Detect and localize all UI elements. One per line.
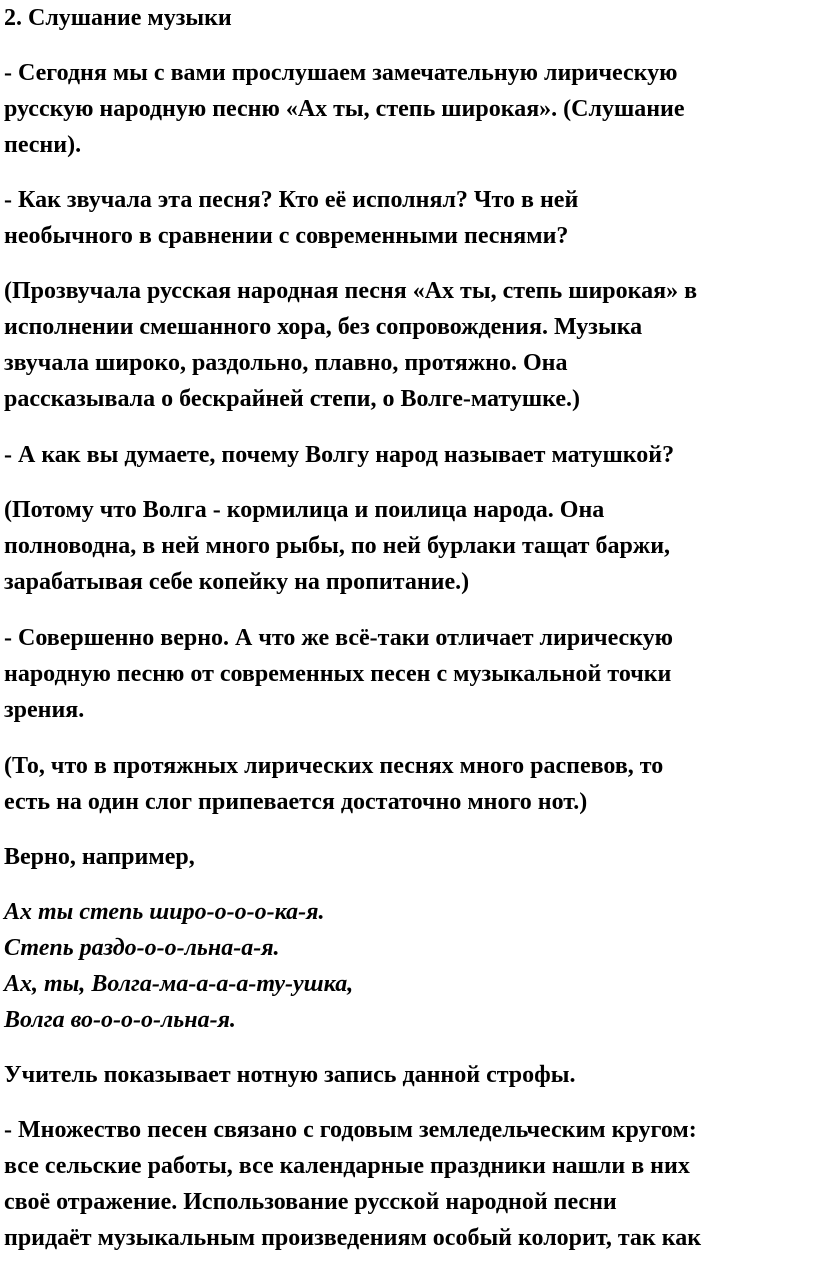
text-line: зрения. [4, 697, 85, 723]
paragraph-teacher-note [4, 1057, 576, 1093]
text-line: исполнении смешанного хора, без сопровождения. Музыка [4, 314, 643, 340]
text-line: - Совершенно верно. А что же всё-таки отличает лирическую [4, 625, 673, 651]
text-line: Верно, например, [4, 844, 195, 870]
text-line: - Сегодня мы с вами прослушаем замечательную лирическую [4, 60, 678, 86]
text-line: звучала широко, раздольно, плавно, протяжно. Она [4, 350, 568, 376]
text-line: (Потому что Волга - кормилица и поилица народа. Она [4, 497, 605, 523]
song-verse [4, 894, 353, 1038]
text-line: (То, что в протяжных лирических песнях много распевов, то [4, 753, 664, 779]
text-line: все сельские работы, все календарные праздники нашли в них [4, 1153, 690, 1179]
verse-line: Степь раздо-о-о-льна-а-я. [4, 935, 280, 961]
text-line: народную песню от современных песен с музыкальной точки [4, 661, 672, 687]
text-line: - Как звучала эта песня? Кто её исполнял? Что в ней [4, 187, 579, 213]
text-line: рассказывала о бескрайней степи, о Волге-матушке.) [4, 386, 581, 412]
text-line: есть на один слог припевается достаточно много нот.) [4, 789, 588, 815]
heading-text: 2. Слушание музыки [4, 5, 232, 31]
section-heading [4, 0, 232, 36]
text-line: своё отражение. Использование русской народной песни [4, 1189, 617, 1215]
text-line: придаёт музыкальным произведениям особый колорит, так как [4, 1225, 702, 1251]
paragraph-answer-3 [4, 748, 663, 820]
paragraph-closing [4, 1112, 701, 1256]
paragraph-question-1 [4, 182, 578, 254]
paragraph-answer-2 [4, 492, 670, 600]
paragraph-question-3 [4, 620, 673, 728]
paragraph-intro [4, 55, 685, 163]
paragraph-answer-1 [4, 273, 697, 417]
text-line: - Множество песен связано с годовым земледельческим кругом: [4, 1117, 697, 1143]
text-line: полноводна, в ней много рыбы, по ней бурлаки тащат баржи, [4, 533, 671, 559]
verse-line: Ах, ты, Волга-ма-а-а-а-ту-ушка, [4, 971, 354, 997]
text-line: (Прозвучала русская народная песня «Ах ты, степь широкая» в [4, 278, 698, 304]
text-line: песни). [4, 132, 82, 158]
paragraph-example-intro [4, 839, 195, 875]
text-line: необычного в сравнении с современными песнями? [4, 223, 569, 249]
text-line: - А как вы думаете, почему Волгу народ называет матушкой? [4, 442, 675, 468]
text-line: зарабатывая себе копейку на пропитание.) [4, 569, 470, 595]
paragraph-question-2 [4, 437, 674, 473]
verse-line: Волга во-о-о-о-льна-я. [4, 1007, 236, 1033]
text-line: русскую народную песню «Ах ты, степь широкая». (Слушание [4, 96, 685, 122]
text-line: Учитель показывает нотную запись данной строфы. [4, 1062, 576, 1088]
verse-line: Ах ты степь широ-о-о-о-ка-я. [4, 899, 325, 925]
